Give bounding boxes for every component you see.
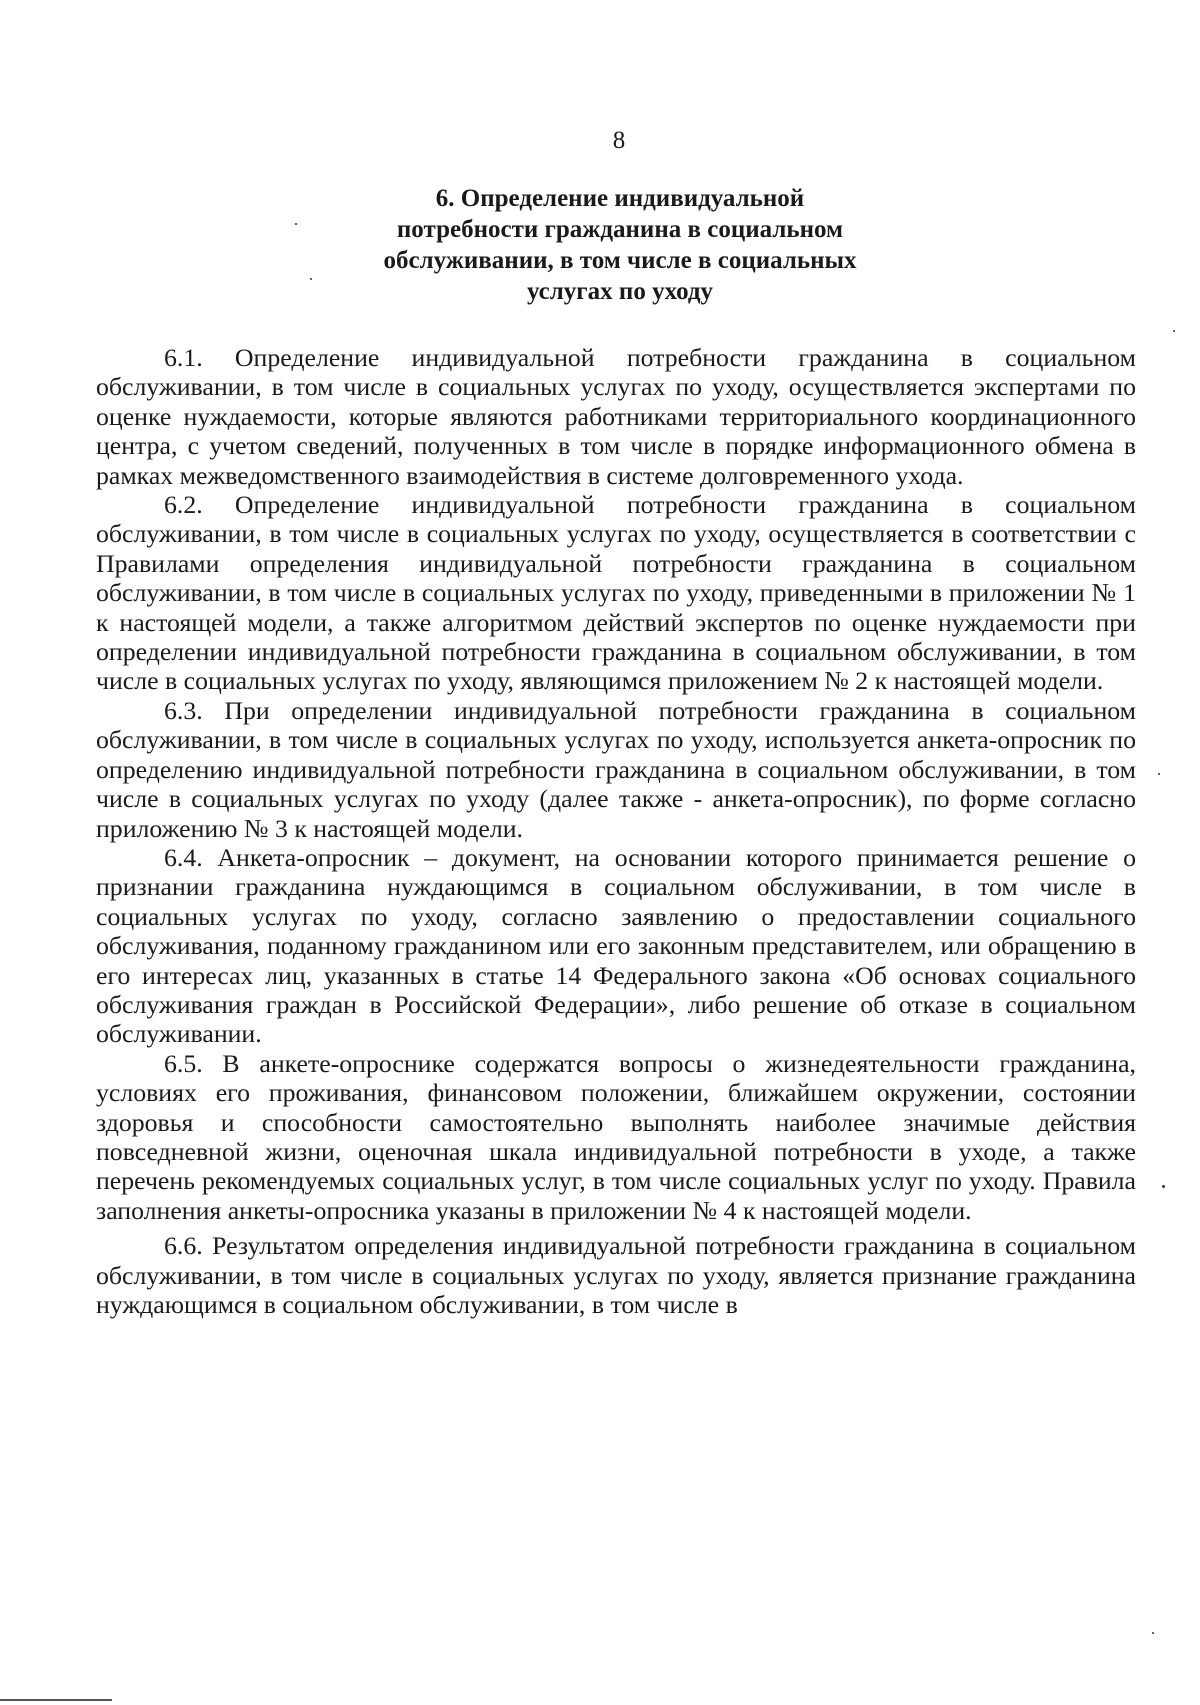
section-heading-line: 6. Определение индивидуальной (435, 185, 805, 212)
body-text (96, 343, 1136, 1319)
section-heading (300, 183, 940, 307)
scan-edge-line (0, 1699, 112, 1701)
scan-speck (1152, 1632, 1154, 1634)
paragraph-6-6: 6.6. Результатом определения индивидуальной потребности гражданина в социальном обслуживании, в том числе в социальных услугах по уходу, является признание гражданина нуждающимся в социальном обслуживании, в том числе в (96, 1231, 1136, 1319)
paragraph-6-4: 6.4. Анкета-опросник – документ, на основании которого принимается решение о признании гражданина нуждающимся в социальном обслуживании, в том числе в социальных услугах по уходу, согласно заявлению о предоставлении социального обслуживания, поданному гражданином или его законным представителем, или обращению в его интересах лиц, указанных в статье 14 Федерального закона «Об основах социального обслуживания граждан в Российской Федерации», либо решение об отказе в социальном обслуживании. (96, 842, 1136, 1049)
scan-speck (310, 278, 312, 280)
scan-speck (1173, 330, 1175, 332)
section-heading-line: обслуживании, в том числе в социальных (383, 247, 857, 274)
section-heading-line: услугах по уходу (526, 278, 714, 305)
paragraph-6-1: 6.1. Определение индивидуальной потребности гражданина в социальном обслуживании, в том числе в социальных услугах по уходу, осуществляется экспертами по оценке нуждаемости, которые являются работниками территориального координационного центра, с учетом сведений, полученных в том числе в порядке информационного обмена в рамках межведомственного взаимодействия в системе долговременного ухода. (96, 343, 1136, 490)
paragraph-6-5: 6.5. В анкете-опроснике содержатся вопросы о жизнедеятельности гражданина, условиях его проживания, финансовом положении, ближайшем окружении, состоянии здоровья и способности самостоятельно выполнять наиболее значимые действия повседневной жизни, оценочная шкала индивидуальной потребности в уходе, а также перечень рекомендуемых социальных услуг, в том числе социальных услуг по уходу. Правила заполнения анкеты-опросника указаны в приложении № 4 к настоящей модели. (96, 1048, 1136, 1225)
scan-speck (295, 223, 297, 225)
paragraph-6-3: 6.3. При определении индивидуальной потребности гражданина в социальном обслуживании, в том числе в социальных услугах по уходу, используется анкета-опросник по определению индивидуальной потребности гражданина в социальном обслуживании, в том числе в социальных услугах по уходу (далее также - анкета-опросник), по форме согласно приложению № 3 к настоящей модели. (96, 695, 1136, 843)
paragraph-6-2: 6.2. Определение индивидуальной потребности гражданина в социальном обслуживании, в том числе в социальных услугах по уходу, осуществляется в соответствии с Правилами определения индивидуальной потребности гражданина в социальном обслуживании, в том числе в социальных услугах по уходу, приведенными в приложении № 1 к настоящей модели, а также алгоритмом действий экспертов по оценке нуждаемости при определении индивидуальной потребности гражданина в социальном обслуживании, в том числе в социальных услугах по уходу, являющимся приложением № 2 к настоящей модели. (96, 490, 1136, 696)
page-number: 8 (612, 127, 626, 154)
scan-speck (1162, 1185, 1165, 1188)
section-heading-line: потребности гражданина в социальном (396, 216, 844, 243)
scan-speck (1158, 773, 1160, 775)
